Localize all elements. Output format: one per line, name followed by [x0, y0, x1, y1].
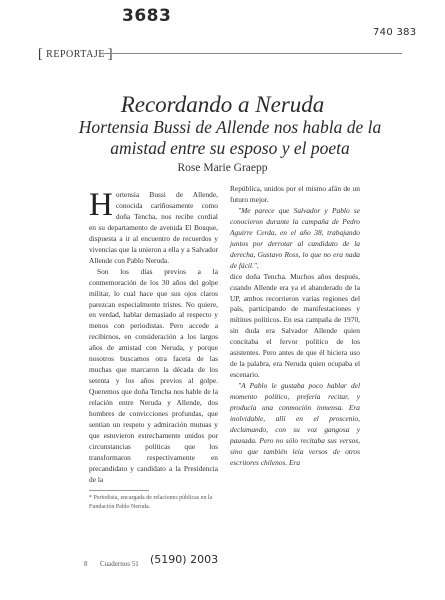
left-column [89, 187, 218, 486]
page-number: 8 [84, 560, 88, 568]
article-title: Recordando a Neruda [120, 92, 325, 117]
section-divider [100, 53, 402, 54]
article-subtitle: Hortensia Bussi de Allende nos habla de la amistad entre su esposo y el poeta [78, 117, 382, 158]
right-column [230, 184, 360, 469]
drop-cap: H [89, 187, 113, 223]
section-bracket-close: ] [107, 47, 114, 62]
footnote-divider [89, 490, 149, 491]
handwritten-catalog-number: 3683 [122, 6, 172, 26]
right-paragraph: República, unidos por el mismo afán de un futuro mejor. [230, 184, 360, 204]
handwritten-reference-number: 740 383 [373, 27, 417, 38]
section-label: REPORTAJE [46, 49, 105, 60]
right-paragraph: dice doña Tencha. Muchos años después, cuando Allende era ya el abanderado de la UP, ambos recorrieron varias regiones del país, participando de manifestaciones y mítines políticos. En esa campaña de 1970, sin duda era Salvador Allende quien concitaba el fervor político de los asistentes. Pero antes de que él hiciera uso de la palabra, era Neruda quien ocupaba el escenario. [230, 271, 360, 380]
quote-paragraph: "Me parece que Salvador y Pablo se conocieron durante la campaña de Pedro Aguirre Cerda, en el año 38, trabajando juntos por derrotar al candidato de la derecha, Gustavo Ross, lo que no era nada de fácil.", [230, 205, 360, 270]
left-paragraph-text: ortensia Bussi de Allende, conocida cariñosamente como doña Tencha, nos recibe cordial en su departamento de avenida El Bosque, dispuesta a ir al encuentro de recuerdos y vivencias que la unieron a ella y a Salvador Allende con Pablo Neruda. [89, 190, 218, 265]
quote-paragraph: "A Pablo le gustaba poco hablar del momento político, prefería recitar, y producía una conmoción inmensa. Era inolvidable, allí en el proscenio, declamando, con su voz gangosa y pausada. Pero no sólo recitaba sus versos, sino que también leía versos de otros escritores chilenos. Era [230, 381, 360, 467]
handwritten-date-note: (5190) 2003 [150, 553, 219, 566]
left-paragraph: Son los días previos a la conmemoración de los 30 años del golpe militar, lo cual hace que sus ojos claros parezcan especialmente tristes. No quiere, en verdad, hablar demasiado al respecto y menos con periodistas. Pero accede a recibirnos, en consideración a los largos años de amistad con Neruda, y porque nosotros buscamos otra faceta de las muchas que marcaron la década de los setenta y los años previos al golpe. Queremos que doña Tencha nos hable de la relación entre Neruda y Allende, dos hombres de convicciones profundas, que sentían un respeto y admiración mutuas y que estuvieron estrechamente unidos por circunstancias políticas que los transformaron respectivamente en precandidato y candidato a la Presidencia de la [89, 266, 218, 484]
section-bracket-open: [ [38, 47, 44, 62]
section-header [38, 46, 113, 62]
footnote: * Periodista, encargada de relaciones públicas en la Fundación Pablo Neruda. [89, 495, 213, 510]
publication-name: Cuadernos 51 [100, 560, 139, 568]
left-paragraph [89, 187, 218, 267]
article-author: Rose Marie Graepp [177, 162, 268, 174]
